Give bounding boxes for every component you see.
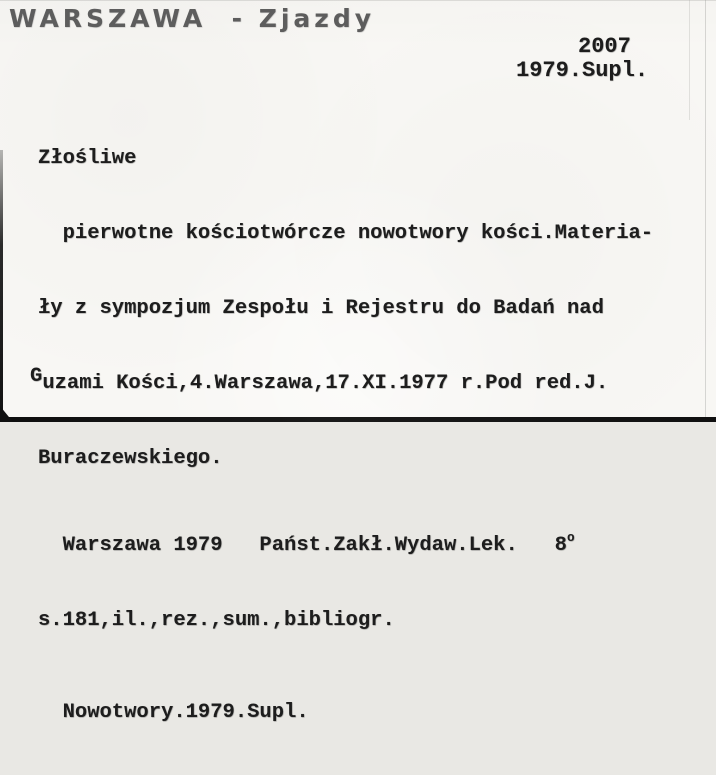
title-line-4 [30,365,653,396]
card-right-edge-crease [705,0,706,417]
year-supplement-note: 1979.Supl. [516,58,649,83]
scan-left-edge-shadow [0,150,3,422]
title-line-2: pierwotne kościotwórcze nowotwory kości.Materia- [38,222,654,245]
imprint-text: Warszawa 1979 Państ.Zakł.Wydaw.Lek. 8 [38,534,567,557]
handwritten-heading: WARSZAWA - Zjazdy [9,4,376,33]
scan-bottom-edge-shadow [0,417,716,422]
title-line-4-text: uzami Kości,4.Warszawa,17.XI.1977 r.Pod red.J. [42,372,609,395]
collation-line: s.181,il.,rez.,sum.,bibliogr. [38,609,395,632]
format-superscript: o [567,530,575,545]
title-line-5: Buraczewskiego. [38,447,223,470]
scan-crease-line [689,0,690,120]
scan-top-edge [0,0,716,1]
raised-letter: G [30,365,43,388]
title-line-3: ły z sympozjum Zespołu i Rejestru do Badań nad [38,297,604,320]
title-line-1: Złośliwe [38,147,137,170]
imprint-line [38,525,653,558]
entry-body [30,96,654,775]
accession-number: 2007 [578,34,631,59]
series-note: Nowotwory.1979.Supl. [38,701,309,724]
